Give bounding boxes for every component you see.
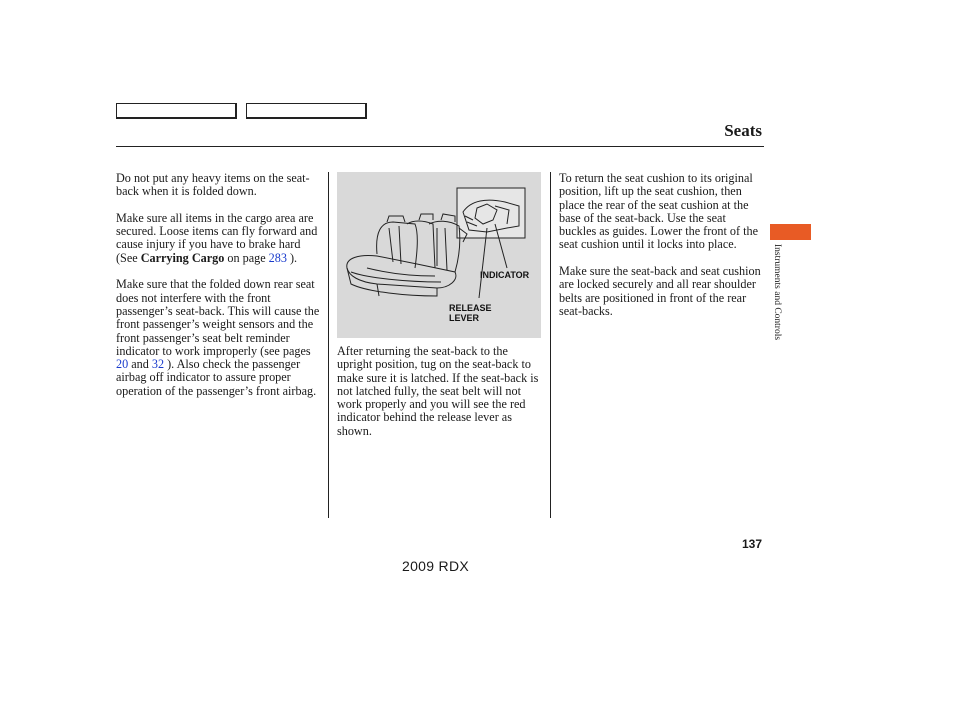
nav-button-index[interactable] (246, 103, 367, 119)
paragraph-heavy-items: Do not put any heavy items on the seat-back when it is folded down. (116, 171, 310, 199)
paragraph-locked-securely: Make sure the seat-back and seat cushion are locked securely and all rear shoulder belts are positioned in front of the rear seat-backs. (559, 264, 761, 318)
page-link-283[interactable]: 283 (268, 250, 287, 265)
column-divider (550, 172, 551, 518)
page-title: Seats (724, 121, 762, 140)
paragraph-cargo: Make sure all items in the cargo area are secured. Loose items can fly forward and cause injury if you have to brake hard (See Carrying Cargo on page 283 ). (116, 210, 318, 265)
section-tab (770, 224, 811, 240)
text-column-2 (337, 345, 543, 451)
paragraph-return-cushion: To return the seat cushion to its original position, lift up the seat cushion, then place the rear of the seat cushion at the base of the seat-back. Use the seat buckles as guides. Lower the front of the seat cushion until it locks into place. (559, 171, 759, 252)
header-rule (116, 146, 764, 147)
nav-button-contents[interactable] (116, 103, 237, 119)
rear-seat-illustration (337, 172, 541, 338)
page-link-20[interactable]: 20 (116, 357, 129, 372)
page-number: 137 (741, 537, 762, 551)
paragraph-tug-seat: After returning the seat-back to the upright position, tug on the seat-back to make sure it is latched. If the seat-back is not latched fully, the seat belt will not work properly and you will see the red indicator behind the release lever as shown. (337, 344, 539, 438)
model-footer: 2009 RDX (402, 558, 469, 574)
release-lever-label: RELEASE LEVER (449, 303, 492, 323)
indicator-label: INDICATOR (480, 270, 530, 280)
carrying-cargo-ref: Carrying Cargo (140, 250, 225, 265)
section-side-label (770, 244, 784, 374)
column-divider (328, 172, 329, 518)
text-column-1 (116, 172, 322, 411)
paragraph-front-passenger: Make sure that the folded down rear seat does not interfere with the front passenger’s seat-back. This will cause the front passenger’s weight sensors and the front passenger’s seat belt reminder indicator to work improperly (see pages 20 and 32 ). Also check the passenger airbag off indicator to assure proper operation of the passenger’s front airbag. (116, 277, 320, 398)
page-link-32[interactable]: 32 (151, 357, 165, 372)
section-name: Instruments and Controls (772, 244, 782, 341)
text-column-3 (559, 172, 761, 332)
rear-seat-drawing (337, 172, 541, 338)
